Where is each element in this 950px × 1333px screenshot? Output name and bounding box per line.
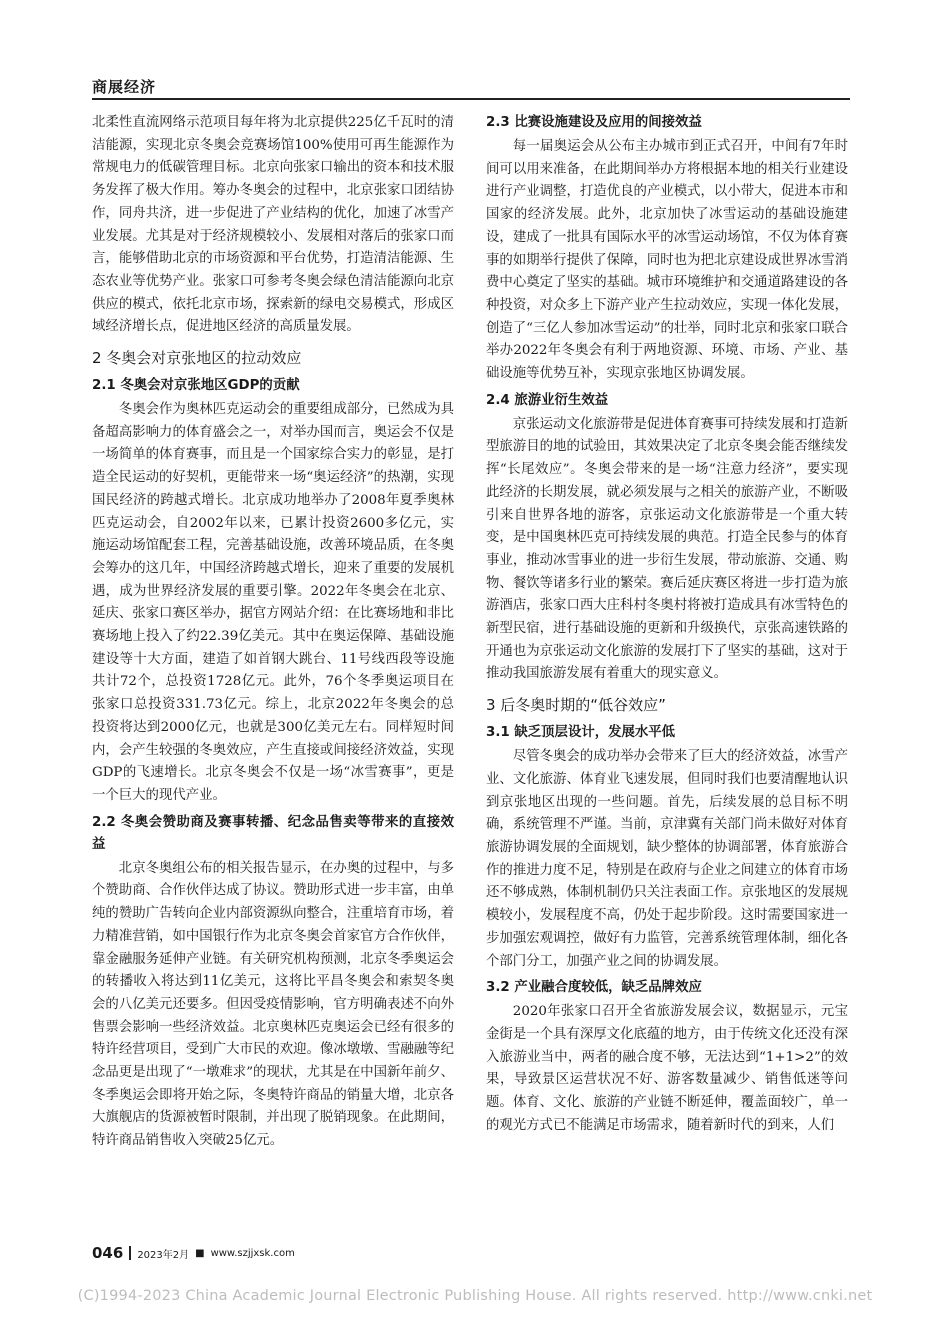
section-heading-3: 3 后冬奥时期的“低谷效应”: [486, 696, 666, 715]
left-column: [92, 112, 454, 1153]
section-heading-2: 2 冬奥会对京张地区的拉动效应: [92, 349, 302, 368]
paragraph-2-2: 北京冬奥组公布的相关报告显示，在办奥的过程中，与多个赞助商、合作伙伴达成了协议。赞助形式进一步丰富，由单纯的赞助广告转向企业内部资源纵向整合，注重培育市场，着力精准营销，如中国银行作为北京冬奥会首家官方合作伙伴，靠金融服务延伸产业链。有关研究机构预测，北京冬季奥运会的转播收入将达到11亿美元，这将比平昌冬奥会和索契冬奥会的八亿美元还要多。但因受疫情影响，官方明确表述不向外售票会影响一些经济效益。北京奥林匹克奥运会已经有很多的特许经营项目，受到广大市民的欢迎。像冰墩墩、雪融融等纪念品更是出现了“一墩难求”的现状，尤其是在中国新年前夕、冬季奥运会即将开始之际，冬奥特许商品的销量大增，北京各大旗舰店的货源被暂时限制，并出现了脱销现象。在此期间，特许商品销售收入突破25亿元。: [92, 860, 454, 1149]
page-footer: [92, 1244, 295, 1262]
footer-separator: [129, 1246, 131, 1260]
issue-date: 2023年2月: [137, 1249, 190, 1261]
page-number: 046: [92, 1244, 124, 1262]
subsection-heading-3-2: 3.2 产业融合度较低，缺乏品牌效应: [486, 980, 702, 996]
paragraph-3-1: 尽管冬奥会的成功举办会带来了巨大的经济效益，冰雪产业、文化旅游、体育业飞速发展，但同时我们也要清醒地认识到京张地区出现的一些问题。首先，后续发展的总目标不明确，系统管理不严谨。当前，京津冀有关部门尚未做好对体育旅游协调发展的全面规划，缺少整体的协调部署，体育旅游合作的推进力度不足，特别是在政府与企业之间建立的体育市场还不够成熟，体制机制仍只关注表面工作。京张地区的发展规模较小，发展程度不高，仍处于起步阶段。这时需要国家进一步加强宏观调控，做好有力监管，完善系统管理体制，细化各个部门分工，加强产业之间的协调发展。: [486, 749, 848, 969]
subsection-heading-2-1: 2.1 冬奥会对京张地区GDP的贡献: [92, 378, 300, 394]
copyright-notice: (C)1994-2023 China Academic Journal Electronic Publishing House. All rights reserved. http://www.cnki.net: [77, 1288, 873, 1304]
paragraph-2-4: 京张运动文化旅游带是促进体育赛事可持续发展和打造新型旅游目的地的试验田，其效果决定了北京冬奥会能否继续发挥“长尾效应”。冬奥会带来的是一场“注意力经济”，要实现此经济的长期发展，就必须发展与之相关的旅游产业，不断吸引来自世界各地的游客，京张运动文化旅游带是一个重大转变，是中国奥林匹克可持续发展的典范。打造全民参与的体育事业，推动冰雪事业的进一步衍生发展，带动旅游、交通、购物、餐饮等诸多行业的繁荣。赛后延庆赛区将进一步打造为旅游酒店，张家口西大庄科村冬奥村将被打造成具有冰雪特色的新型民宿，进行基础设施的更新和升级换代，京张高速铁路的开通也为京张运动文化旅游的发展打下了坚实的基础，这对于推动我国旅游发展有着重大的现实意义。: [486, 416, 848, 682]
paragraph-2-3: 每一届奥运会从公布主办城市到正式召开，中间有7年时间可以用来准备，在此期间举办方将根据本地的相关行业建设进行产业调整，打造优良的产业模式，以小带大，促进本市和国家的经济发展。此外，北京加快了冰雪运动的基础设施建设，建成了一批具有国际水平的冰雪运动场馆，不仅为体育赛事的如期举行提供了保障，同时也为把北京建设成世界冰雪消费中心奠定了坚实的基础。城市环境维护和交通道路建设的各种投资，对众多上下游产业产生拉动效应，实现一体化发展，创造了“三亿人参加冰雪运动”的壮举，同时北京和张家口联合举办2022年冬奥会有利于两地资源、环境、市场、产业、基础设施等优势互补，实现京张地区协调发展。: [486, 139, 848, 382]
subsection-heading-2-2: 2.2 冬奥会赞助商及赛事转播、纪念品售卖等带来的直接效益: [92, 814, 454, 852]
footer-bullet: ■: [195, 1247, 205, 1259]
subsection-heading-2-4: 2.4 旅游业衍生效益: [486, 392, 609, 408]
header-rule: [92, 98, 850, 100]
paragraph-3-2: 2020年张家口召开全省旅游发展会议，数据显示，元宝金街是一个具有深厚文化底蕴的地方，由于传统文化还没有深入旅游业当中，两者的融合度不够，无法达到“1+1>2”的效果，导致景区运营状况不好、游客数量减少、销售低迷等问题。体育、文化、旅游的产业链不断延伸，覆盖面较广，单一的观光方式已不能满足市场需求，随着新时代的到来，人们: [486, 1004, 848, 1133]
journal-website: www.szjjxsk.com: [210, 1247, 295, 1259]
paragraph-2-1: 冬奥会作为奥林匹克运动会的重要组成部分，已然成为具备超高影响力的体育盛会之一，对举办国而言，奥运会不仅是一场简单的体育赛事，而且是一个国家综合实力的彰显，是打造全民运动的好契机，更能带来一场“奥运经济”的热潮，实现国民经济的跨越式增长。北京成功地举办了2008年夏季奥林匹克运动会，自2002年以来，已累计投资2600多亿元，实施运动场馆配套工程，完善基础设施，改善环境品质，在冬奥会筹办的这几年，中国经济跨越式增长，迎来了重要的发展机遇，成为世界经济发展的重要引擎。2022年冬奥会在北京、延庆、张家口赛区举办，据官方网站介绍：在比赛场地和非比赛场地上投入了约22.39亿美元。其中在奥运保障、基础设施建设等十大方面，建造了如首钢大跳台、11号线西段等设施共计72个，总投资1728亿元。此外，76个冬季奥运项目在张家口总投资331.73亿元。综上，北京2022年冬奥会的总投资将达到2000亿元，也就是300亿美元左右。同样短时间内，会产生较强的冬奥效应，产生直接或间接经济效益，实现GDP的飞速增长。北京冬奥会不仅是一场“冰雪赛事”，更是一个巨大的现代产业。: [92, 402, 454, 803]
paragraph-intro: 北柔性直流网络示范项目每年将为北京提供225亿千瓦时的清洁能源，实现北京冬奥会竞赛场馆100%使用可再生能源作为常规电力的低碳管理目标。北京向张家口输出的资本和技术服务发挥了极大作用。筹办冬奥会的过程中，北京张家口团结协作，同舟共济，进一步促进了产业结构的优化，加速了冰雪产业发展。尤其是对于经济规模较小、发展相对落后的张家口而言，能够借助北京的市场资源和平台优势，打造清洁能源、生态农业等优势产业。张家口可参考冬奥会绿色清洁能源向北京供应的模式，依托北京市场，探索新的绿电交易模式，形成区域经济增长点，促进地区经济的高质量发展。: [92, 115, 454, 335]
subsection-heading-2-3: 2.3 比赛设施建设及应用的间接效益: [486, 115, 702, 130]
right-column: [486, 112, 848, 1137]
journal-title: 商展经济: [92, 78, 157, 96]
subsection-heading-3-1: 3.1 缺乏顶层设计，发展水平低: [486, 725, 676, 741]
